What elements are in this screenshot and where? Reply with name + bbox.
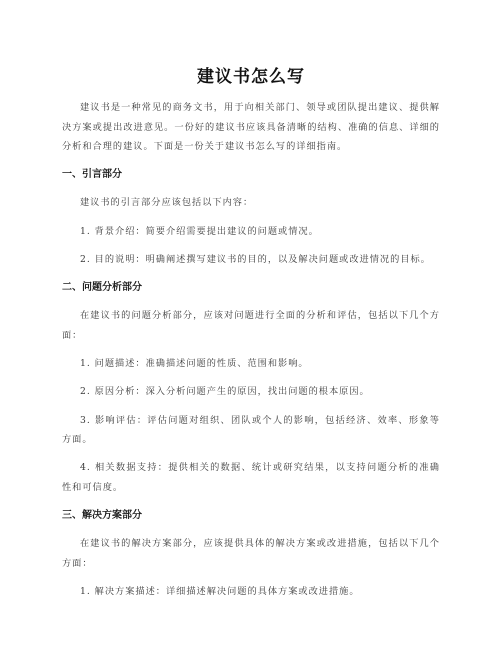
paragraph: 4. 相关数据支持：提供相关的数据、统计或研究结果，以支持问题分析的准确性和可信度。: [62, 462, 440, 493]
paragraph: 建议书的引言部分应该包括以下内容：: [80, 197, 254, 209]
paragraph: 1. 背景介绍：简要介绍需要提出建议的问题或情况。: [80, 225, 319, 237]
paragraph: 在建议书的问题分析部分，应该对问题进行全面的分析和评估，包括以下几个方面：: [62, 310, 440, 341]
paragraph: 2. 目的说明：明确阐述撰写建议书的目的，以及解决问题或改进情况的目标。: [80, 253, 431, 265]
section-heading-solution: 三、解决方案部分: [62, 510, 142, 522]
paragraph: 1. 解决方案描述：详细描述解决问题的具体方案或改进措施。: [80, 585, 360, 597]
paragraph: 在建议书的解决方案部分，应该提供具体的解决方案或改进措施，包括以下几个方面：: [62, 538, 440, 569]
paragraph: 3. 影响评估：评估问题对组织、团队或个人的影响，包括经济、效率、形象等方面。: [62, 414, 440, 446]
section-heading-problem-analysis: 二、问题分析部分: [62, 282, 142, 294]
intro-paragraph: 建议书是一种常见的商务文书，用于向相关部门、领导或团队提出建议、提供解决方案或提出改进意见。一份好的建议书应该具备清晰的结构、准确的信息、详细的分析和合理的建议。下面是一份关于建议书怎么写的详细指南。: [62, 102, 440, 152]
document-title: 建议书怎么写: [197, 67, 305, 87]
section-heading-introduction: 一、引言部分: [62, 169, 122, 181]
paragraph: 1. 问题描述：准确描述问题的性质、范围和影响。: [80, 357, 309, 369]
paragraph: 2. 原因分析：深入分析问题产生的原因，找出问题的根本原因。: [80, 386, 370, 398]
document-body: [62, 98, 440, 610]
